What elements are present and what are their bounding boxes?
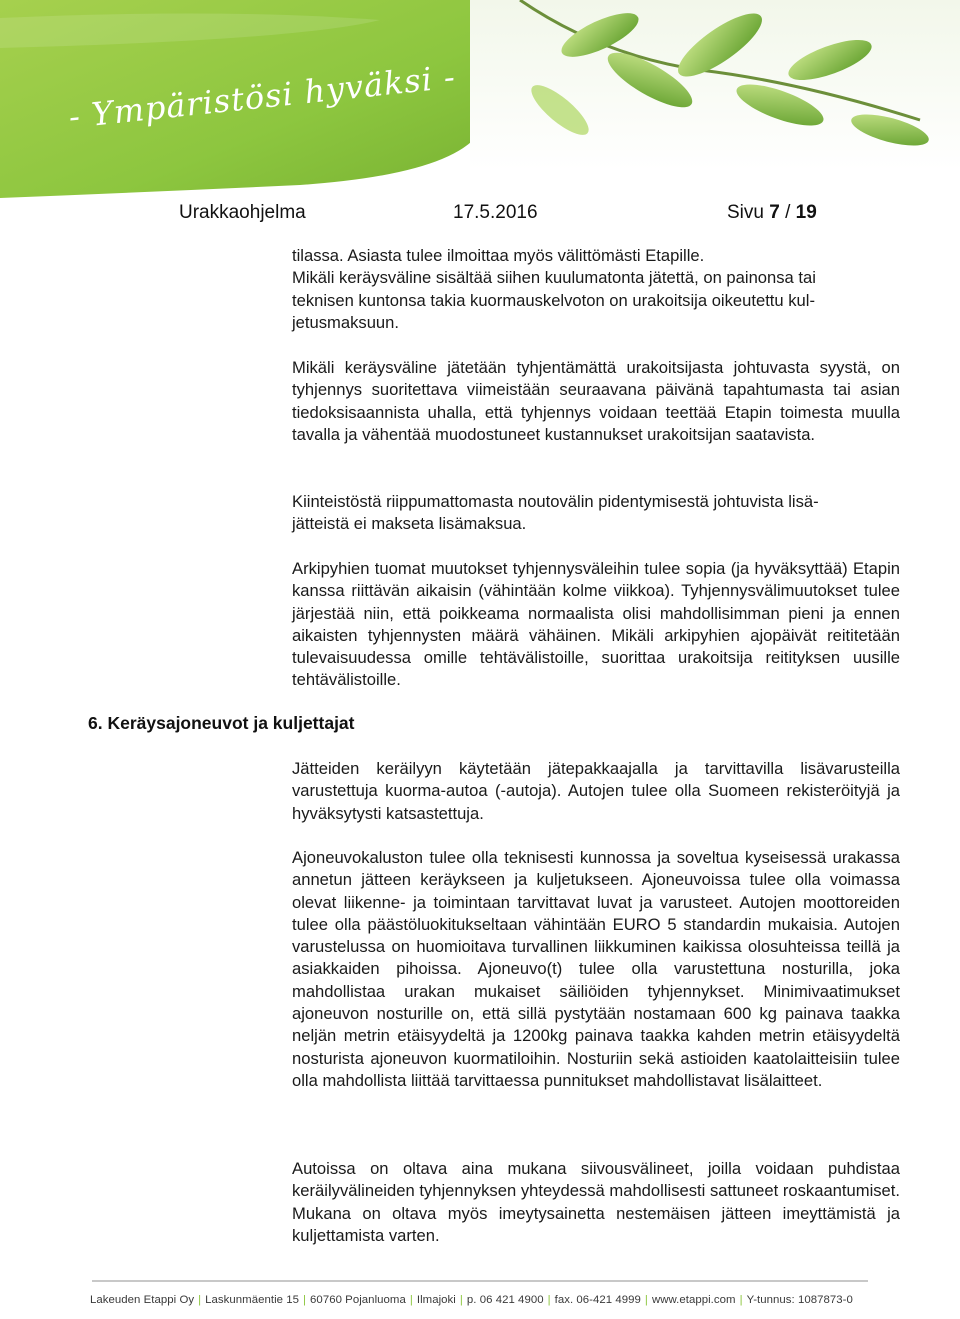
footer-city: Ilmajoki [416,1294,456,1306]
page-separator: / [785,202,791,223]
header-page-number [727,202,817,224]
footer-street: Laskunmäentie 15 [205,1294,300,1306]
footer-sep: | [409,1294,413,1306]
page-prefix: Sivu [727,202,764,223]
paragraph-2: Mikäli keräysväline jätetään tyhjentämättä urakoitsijasta johtuvasta syystä, on tyhjennys suoritettava viimeistään seuraavana päivänä tapahtumasta tai asian tiedoksisaannista uhalla, että tyhjennys voidaan teettää Etapin toimesta muulla tavalla ja vähentää muodostuneet kustannukset urakoitsijan saatavista. [292,358,900,444]
footer-company: Lakeuden Etappi Oy [90,1294,195,1306]
footer-sep: | [459,1294,463,1306]
page-total: 19 [795,202,817,223]
footer-fax: fax. 06-421 4999 [554,1294,641,1306]
header-date: 17.5.2016 [453,202,538,223]
footer-website-link[interactable]: www.etappi.com [651,1294,736,1306]
header-banner [0,0,960,200]
footer-sep: | [547,1294,551,1306]
footer-sep: | [303,1294,307,1306]
footer-contact [90,1294,880,1306]
paragraph-3: Kiinteistöstä riippumattomasta noutovälin pidentymisestä johtuvista lisä- jätteistä ei makseta lisämaksua. [292,492,819,534]
footer-business-id: Y-tunnus: 1087873-0 [746,1294,853,1306]
paragraph-6: Ajoneuvokaluston tulee olla teknisesti kunnossa ja soveltua kyseisessä urakassa annetun jätteen keräykseen ja kuljetukseen. Ajoneuvoissa tulee olla voimassa olevat liikenne- ja toimintaan tarvittavat luvat ja varusteet. Autojen moottoreiden tulee olla päästöluokitukseltaan vähintään EURO 5 standardin mukaisia. Autojen varustelussa on huomioitava turvallinen liikkuminen kaikissa olosuhteissa teillä ja asiakkaiden pihoissa. Ajoneuvo(t) tulee olla varustettuna nosturilla, joka mahdollistaa urakan mukaiset säiliöiden tyhjennykset. Minimivaatimukset ajoneuvon nosturille on, että sillä pystytään nostamaan 600 kg painava taakka neljän metrin etäisyydeltä ja 1200kg painava taakka kahden metrin etäisyydeltä nosturista ajoneuvon kuormatiloihin. Nosturiin sekä astioiden kaatolaitteisiin tulee olla mahdollista liittää tarvittaessa punnitukset mahdollistavat lisälaitteet. [292,848,900,1090]
paragraph-1: tilassa. Asiasta tulee ilmoittaa myös välittömästi Etapille. Mikäli keräysväline sisältää siihen kuulumatonta jätettä, on painonsa tai teknisen kuntonsa takia kuormauskelvoton on urakoitsija oikeutettu kul- jetusmaksuun. [292,246,816,332]
page-current: 7 [769,202,780,223]
footer-divider [92,1280,868,1282]
section-heading: 6. Keräysajoneuvot ja kuljettajat [88,713,355,733]
footer-sep: | [739,1294,743,1306]
footer-sep: | [644,1294,648,1306]
paragraph-5: Jätteiden keräilyyn käytetään jätepakkaajalla ja tarvittavilla lisävarusteilla varustettuja kuorma-autoa (-autoja). Autojen tulee olla Suomeen rekisteröityjä ja hyväksytysti katsastettuja. [292,759,900,823]
paragraph-7: Autoissa on oltava aina mukana siivousvälineet, joilla voidaan puhdistaa keräilyvälineiden tyhjennyksen yhteydessä mahdollisesti sattuneet roskaantumiset. Mukana on oltava myös imeytysainetta nestemäisen jätteen imeyttämistä ja kuljettamista varten. [292,1159,900,1245]
footer-postal: 60760 Pojanluoma [310,1294,406,1306]
footer-phone: p. 06 421 4900 [466,1294,544,1306]
header-doc-title: Urakkaohjelma [179,202,306,223]
banner-slogan: - Ympäristösi hyväksi - [66,57,458,136]
paragraph-4: Arkipyhien tuomat muutokset tyhjennysväleihin tulee sopia (ja hyväksyttää) Etapin kanssa riittävän aikaisin (vähintään kolme viikkoa). Tyhjennysvälimuutokset tulee järjestää niin, että poikkeama normaalista olisi mahdollisimman pieni ja ennen aikaisten tyhjennysten määrä vähäinen. Mikäli arkipyhien ajopäivät reititetään tulevaisuudessa omille tehtävälistoille, suorittaa urakoitsija reitityksen uusille tehtävälistoille. [292,559,900,690]
footer-sep: | [198,1294,202,1306]
